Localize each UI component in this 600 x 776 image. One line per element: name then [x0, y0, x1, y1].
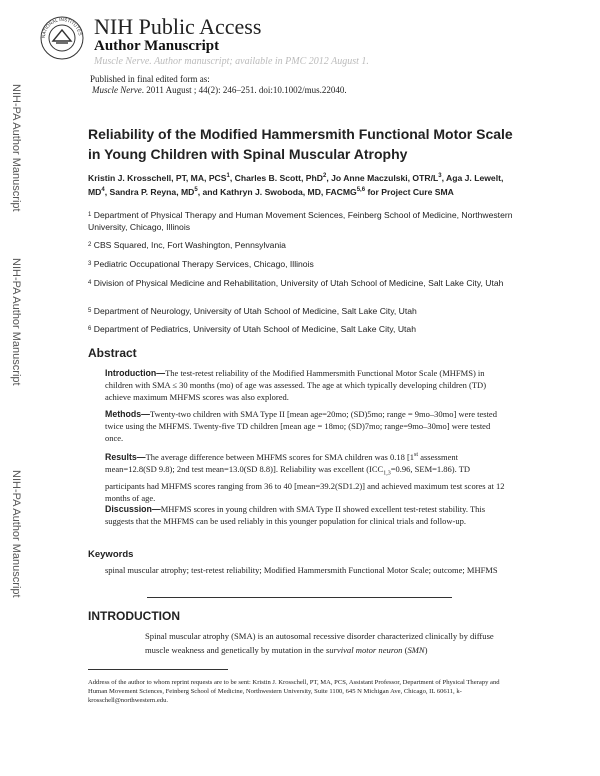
abstract-methods: [105, 408, 505, 444]
abstract-results-label: Results—: [105, 451, 146, 462]
abstract-results-text-1: The average difference between MHFMS scores for SMA children was 0.18 [1: [145, 451, 415, 462]
svg-text:NATIONAL INSTITUTES OF HEALTH: NATIONAL INSTITUTES: [40, 16, 83, 39]
affiliation-number: 3: [88, 261, 92, 267]
affiliation: [88, 209, 518, 233]
section-divider: [147, 597, 452, 598]
side-label-3: NIH-PA Author Manuscript: [10, 470, 22, 598]
affiliation-number: 2: [88, 242, 92, 248]
affiliation-text: Pediatric Occupational Therapy Services, Chicago, Illinois: [93, 259, 314, 269]
affiliation: [88, 277, 518, 289]
author-name: Kathryn J. Swoboda, MD, FACMG: [220, 186, 357, 197]
author-separator: ,: [104, 186, 110, 197]
results-superscript: st: [414, 452, 419, 458]
author-affiliation-marker: 3: [438, 173, 442, 179]
side-label-2: NIH-PA Author Manuscript: [10, 258, 22, 386]
author-name: Charles B. Scott, PhD: [234, 172, 323, 183]
introduction-text-3: ): [424, 645, 428, 655]
affiliation-number: 6: [88, 326, 92, 332]
keywords-text: spinal muscular atrophy; test-retest reliability; Modified Hammersmith Functional Motor Scale; outcome; MHFMS: [105, 565, 498, 575]
author-separator: ,: [229, 172, 235, 183]
introduction-text: [145, 629, 520, 657]
affiliation-number: 1: [88, 212, 92, 218]
abstract-introduction-text: The test-retest reliability of the Modified Hammersmith Functional Motor Scale (MHFMS) in children with SMA ≤ 30 months (mo) of age was assessed. The age at which typically developing children (TD) achieve maximum MHFMS scores was also explored.: [105, 368, 487, 402]
author-separator: ,: [197, 186, 203, 197]
affiliation: [88, 239, 518, 251]
affiliation-text: Department of Pediatrics, University of Utah School of Medicine, Salt Lake City, Utah: [93, 324, 416, 334]
affiliation: [88, 323, 518, 335]
nih-logo: [40, 16, 84, 60]
author-group: for Project Cure SMA: [365, 186, 454, 197]
footnote: Address of the author to whom reprint requests are to be sent: Kristin J. Krosschell, PT, MA, PCS, Assistant Professor, Department of Physical Therapy and Human Movement Sciences, Feinberg School of Medicine, Northwestern University, Suite 1100, 645 N Michigan Ave, Chicago, IL 60611, k-krosschell@northwestern.edu.: [88, 679, 500, 704]
gene-name: survival motor neuron: [325, 645, 403, 655]
affiliation: [88, 258, 518, 270]
abstract-methods-label: Methods—: [105, 409, 150, 419]
abstract-discussion-text: MHFMS scores in young children with SMA Type II showed excellent test-retest stability. This suggests that the MHFMS can be used reliably in this younger population for clinical trials and follow-up.: [105, 504, 486, 526]
keywords-heading: Keywords: [88, 549, 134, 560]
abstract-discussion: [105, 503, 505, 527]
introduction-text-1: Spinal muscular atrophy (SMA) is an autosomal recessive disorder characterized clinically by diffuse muscle weakness and genetically by mutation in the: [145, 631, 494, 655]
affiliation-text: Department of Physical Therapy and Human Movement Sciences, Feinberg School of Medicine, Northwestern University, Chicago, Illinois: [88, 210, 513, 232]
abstract-results-text-3: =0.96, SEM=1.86). TD participants had MHFMS scores ranging from 36 to 40 [mean=39.2(SD1.2)] and achieved maximum test scores at 12 months of age.: [105, 463, 505, 503]
author-affiliation-marker: 2: [322, 173, 327, 179]
author-and: and: [202, 186, 221, 197]
affiliation-text: CBS Squared, Inc, Fort Washington, Pennsylvania: [93, 240, 286, 250]
author-name: Sandra P. Reyna, MD: [109, 186, 195, 197]
abstract-methods-text: Twenty-two children with SMA Type II [mean age=20mo; (SD)5mo; range = 9mo–30mo] were tested twice using the MHFMS. Twenty-five TD children [mean age = 18mo; (SD)7mo; range=9mo–30mo] were tested once.: [105, 409, 497, 443]
author-affiliation-marker: 5: [194, 186, 198, 193]
author-name: Aga J. Lewelt, MD: [88, 172, 504, 197]
author-affiliation-marker: 1: [226, 173, 230, 179]
author-affiliation-marker: 4: [101, 186, 105, 193]
author-name: Jo Anne Maczulski, OTR/L: [331, 172, 439, 183]
journal-availability: Muscle Nerve. Author manuscript; available in PMC 2012 August 1.: [94, 56, 369, 67]
author-name: Kristin J. Krosschell, PT, MA, PCS: [88, 172, 227, 183]
footnote-divider: [88, 669, 228, 670]
introduction-heading: INTRODUCTION: [88, 609, 180, 623]
side-label-1: NIH-PA Author Manuscript: [10, 84, 22, 212]
citation: [90, 85, 347, 96]
abstract-heading: Abstract: [88, 346, 137, 360]
abstract-introduction-label: Introduction—: [105, 368, 166, 378]
introduction-text-2: (: [402, 645, 408, 655]
gene-abbrev: SMN: [407, 645, 425, 655]
abstract-results: [105, 449, 505, 504]
affiliation: [88, 305, 518, 317]
author-separator: ,: [441, 172, 447, 183]
author-affiliation-marker: 5,6: [356, 186, 366, 193]
manuscript-label: Author Manuscript: [94, 38, 220, 54]
article-title: Reliability of the Modified Hammersmith Functional Motor Scale in Young Children with Spinal Muscular Atrophy: [88, 126, 513, 162]
author-separator: ,: [326, 172, 332, 183]
abstract-discussion-label: Discussion—: [105, 504, 161, 514]
affiliation-number: 5: [88, 308, 92, 314]
publication-info: [90, 74, 347, 96]
results-subscript: 1,3: [383, 470, 391, 477]
citation-details: . 2011 August ; 44(2): 246–251. doi:10.1002/mus.22040.: [141, 85, 347, 95]
published-in-label: Published in final edited form as:: [90, 74, 210, 84]
affiliation-number: 4: [88, 280, 92, 286]
journal-name: Muscle Nerve: [92, 85, 142, 95]
author-list: [88, 170, 518, 198]
abstract-introduction: [105, 367, 505, 403]
abstract-results-text-2: assessment mean=12.8(SD 9.8); 2nd test mean=13.0(SD 8.8)]. Reliability was excellent (ICC: [105, 451, 458, 474]
affiliation-text: Department of Neurology, University of Utah School of Medicine, Salt Lake City, Utah: [93, 306, 417, 316]
affiliation-text: Division of Physical Medicine and Rehabilitation, University of Utah School of Medicine, Salt Lake City, Utah: [93, 278, 504, 288]
repository-title: NIH Public Access: [94, 14, 262, 39]
